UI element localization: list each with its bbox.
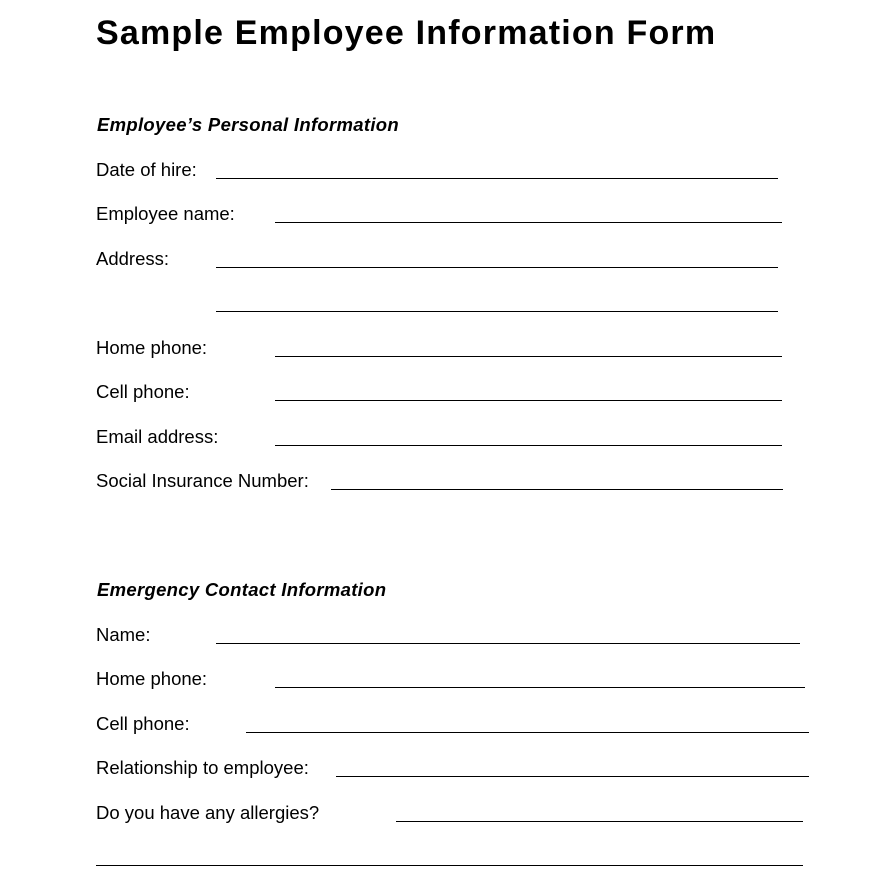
emergency-name-field[interactable] xyxy=(216,643,800,644)
emergency-home-phone-field[interactable] xyxy=(275,687,805,688)
allergies-field[interactable] xyxy=(396,821,803,822)
social-insurance-number-label: Social Insurance Number: xyxy=(96,470,309,491)
cell-phone-label: Cell phone: xyxy=(96,381,190,402)
emergency-name-label: Name: xyxy=(96,624,151,645)
emergency-contact-heading: Emergency Contact Information xyxy=(97,579,387,600)
employee-name-label: Employee name: xyxy=(96,203,235,224)
personal-info-heading: Employee’s Personal Information xyxy=(97,114,399,135)
relationship-field[interactable] xyxy=(336,776,809,777)
home-phone-label: Home phone: xyxy=(96,337,208,358)
allergies-details-field[interactable] xyxy=(96,865,803,866)
date-of-hire-field[interactable] xyxy=(216,178,778,179)
address-line-2-field[interactable] xyxy=(216,311,778,312)
social-insurance-number-field[interactable] xyxy=(331,489,783,490)
date-of-hire-label: Date of hire: xyxy=(96,159,197,180)
emergency-cell-phone-label: Cell phone: xyxy=(96,713,190,734)
relationship-label: Relationship to employee: xyxy=(96,757,309,778)
allergies-label: Do you have any allergies? xyxy=(96,802,320,823)
address-line-1-field[interactable] xyxy=(216,267,778,268)
form-title: Sample Employee Information Form xyxy=(96,14,717,52)
employee-name-field[interactable] xyxy=(275,222,782,223)
cell-phone-field[interactable] xyxy=(275,400,782,401)
address-label: Address: xyxy=(96,248,170,269)
home-phone-field[interactable] xyxy=(275,356,782,357)
email-address-label: Email address: xyxy=(96,426,219,447)
emergency-cell-phone-field[interactable] xyxy=(246,732,809,733)
emergency-home-phone-label: Home phone: xyxy=(96,668,208,689)
email-address-field[interactable] xyxy=(275,445,782,446)
